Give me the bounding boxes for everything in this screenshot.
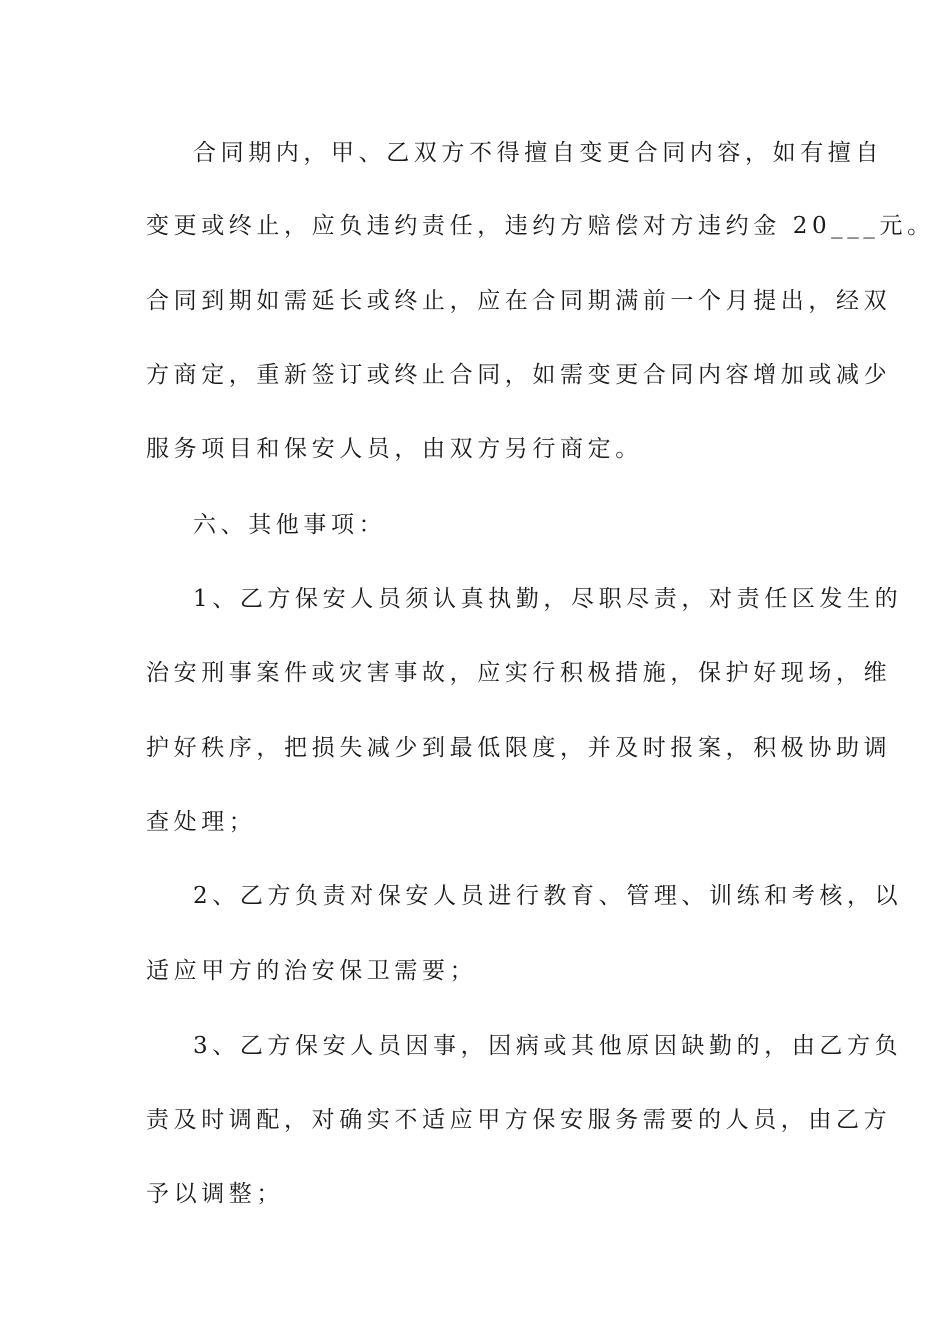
text-line: 查处理；	[146, 809, 257, 835]
text-line: 合同到期如需延长或终止，应在合同期满前一个月提出，经双	[146, 288, 892, 314]
section-heading: 六、其他事项：	[193, 512, 387, 538]
text-line: 予以调整；	[146, 1181, 284, 1207]
text-line: 2、乙方负责对保安人员进行教育、管理、训练和考核，以	[193, 883, 903, 909]
text-line: 服务项目和保安人员，由双方另行商定。	[146, 436, 643, 462]
text-line: 适应甲方的治安保卫需要；	[146, 958, 478, 984]
text-line: 方商定，重新签订或终止合同，如需变更合同内容增加或减少	[146, 362, 892, 388]
text-line: 变更或终止，应负违约责任，违约方赔偿对方违约金 20___元。	[146, 213, 935, 239]
text-line: 护好秩序，把损失减少到最低限度，并及时报案，积极协助调	[146, 735, 892, 761]
text-line: 合同期内，甲、乙双方不得擅自变更合同内容，如有擅自	[193, 140, 883, 166]
text-line: 1、乙方保安人员须认真执勤，尽职尽责，对责任区发生的	[193, 586, 903, 612]
text-line: 3、乙方保安人员因事，因病或其他原因缺勤的，由乙方负	[193, 1033, 903, 1059]
text-line: 治安刑事案件或灾害事故，应实行积极措施，保护好现场，维	[146, 660, 892, 686]
text-line: 责及时调配，对确实不适应甲方保安服务需要的人员，由乙方	[146, 1107, 892, 1133]
